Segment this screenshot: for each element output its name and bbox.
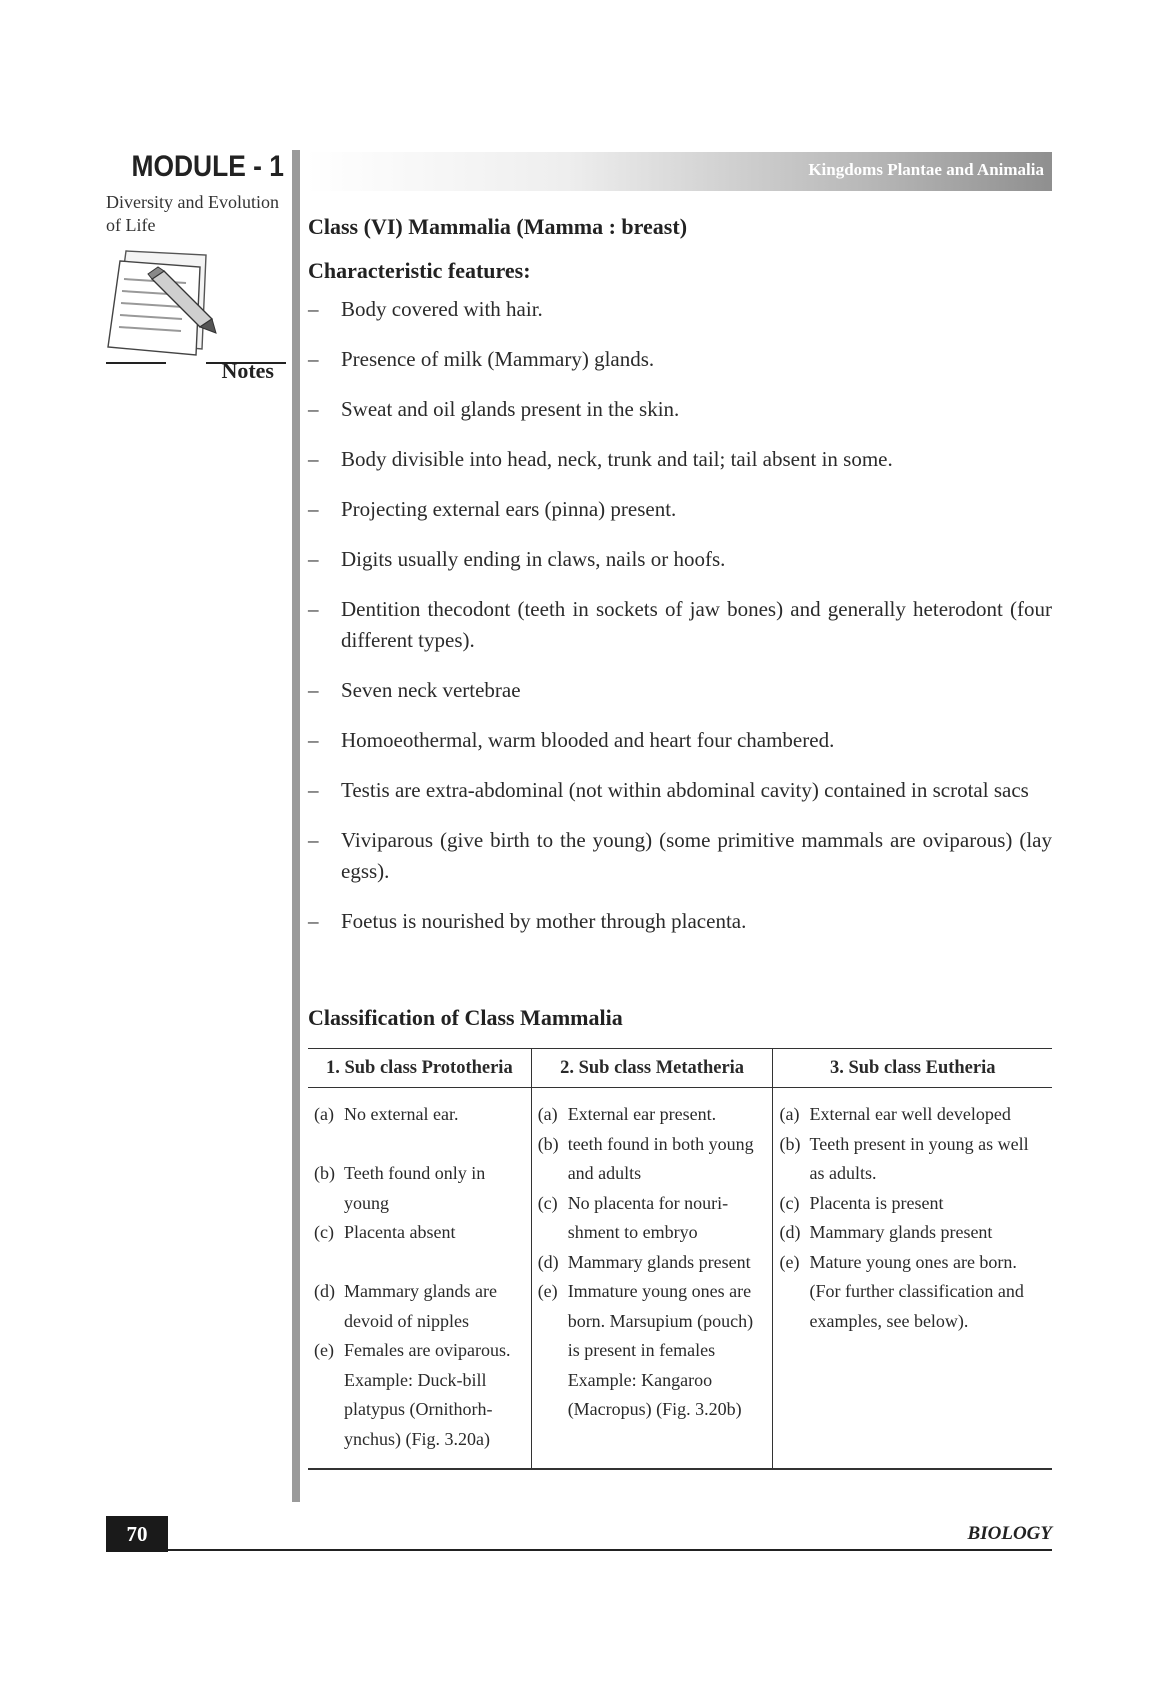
item-marker: (a) [314,1104,334,1124]
feature-text: Body divisible into head, neck, trunk and tail; tail absent in some. [341,447,893,471]
item-text: Teeth found only in young [344,1163,486,1213]
list-dash: – [308,597,319,621]
features-title: Characteristic features: [308,258,531,283]
list-dash: – [308,778,319,802]
item-marker: (d) [314,1281,335,1301]
list-item [308,675,1052,706]
item-text: No placenta for nouri-shment to embryo [567,1192,729,1242]
header-eutheria: 3. Sub class Eutheria [773,1049,1052,1088]
list-item [538,1277,769,1425]
list-dash: – [308,497,319,521]
list-item [308,344,1052,375]
list-dash: – [308,397,319,421]
feature-text: Body covered with hair. [341,297,543,321]
list-item [314,1336,527,1454]
feature-text: Foetus is nourished by mother through placenta. [341,909,747,933]
list-item [308,544,1052,575]
item-marker: (e) [779,1251,800,1272]
item-marker: (a) [537,1104,558,1124]
list-item [538,1130,769,1189]
item-marker: (c) [779,1192,800,1213]
item-text: Placenta absent [344,1222,456,1242]
feature-text: Presence of milk (Mammary) glands. [341,347,655,371]
item-text: Immature young ones are born. Marsupium (pouch) is present in females Example: Kangaroo (Macropus) (Fig. 3.20b) [567,1281,754,1419]
page-number: 70 [106,1516,168,1552]
item-marker: (c) [537,1192,558,1213]
item-marker: (c) [314,1222,334,1242]
feature-text: Projecting external ears (pinna) present. [341,497,677,521]
header-metatheria: 2. Sub class Metatheria [531,1049,773,1088]
list-dash: – [308,347,319,371]
item-text: Mammary glands present [567,1251,751,1272]
margin-divider-bar [292,150,300,1502]
header-prototheria: 1. Sub class Prototheria [308,1049,531,1088]
list-item [538,1100,769,1130]
item-marker: (b) [314,1163,335,1183]
list-item [308,444,1052,475]
class-title: Class (VI) Mammalia (Mamma : breast) [308,214,688,239]
list-item [314,1277,527,1336]
list-dash: – [308,828,319,852]
list-dash: – [308,909,319,933]
list-item [314,1159,527,1218]
item-marker: (b) [537,1133,559,1154]
item-marker: (d) [537,1251,559,1272]
feature-text: Digits usually ending in claws, nails or hoofs. [341,547,726,571]
classification-table [308,1048,1052,1470]
item-marker: (a) [779,1104,800,1124]
feature-text: Viviparous (give birth to the young) (some primitive mammals are oviparous) (lay egss). [341,828,1052,883]
item-marker: (b) [779,1133,801,1154]
list-item [538,1189,769,1248]
notes-label: Notes [221,358,274,383]
module-title: MODULE - 1 [131,150,284,183]
item-text: Mammary glands are devoid of nipples [344,1281,497,1331]
list-item [779,1189,1048,1219]
list-item [779,1100,1048,1130]
cell-metatheria [531,1088,773,1470]
list-dash: – [308,728,319,752]
feature-text: Seven neck vertebrae [341,678,521,702]
item-text: Teeth present in young as well as adults. [809,1133,1029,1183]
item-marker: (e) [537,1281,558,1301]
list-item [308,594,1052,656]
table-row [308,1088,1052,1470]
list-dash: – [308,678,319,702]
chapter-title: Kingdoms Plantae and Animalia [808,160,1044,179]
feature-text: Dentition thecodont (teeth in sockets of jaw bones) and generally heterodont (four different types). [341,597,1052,652]
feature-text: Testis are extra-abdominal (not within abdominal cavity) contained in scrotal sacs [341,778,1029,802]
cell-eutheria [773,1088,1052,1470]
classification-heading: Classification of Class Mammalia [308,1005,623,1030]
list-item [314,1218,527,1248]
list-item [538,1248,769,1278]
feature-text: Sweat and oil glands present in the skin. [341,397,680,421]
item-text: No external ear. [344,1104,459,1124]
item-text: Mature young ones are born. (For further classification and examples, see below). [809,1251,1024,1331]
list-item [308,906,1052,937]
feature-list [308,294,1052,956]
chapter-header-band [306,152,1052,191]
item-marker: (e) [314,1340,334,1360]
list-dash: – [308,297,319,321]
module-subtitle: Diversity and Evolution of Life [106,192,279,235]
list-item [779,1248,1048,1337]
list-item [308,775,1052,806]
table-header-row [308,1049,1052,1088]
list-item [308,725,1052,756]
footer-rule [106,1549,1052,1551]
item-text: Placenta is present [809,1192,944,1213]
list-item [779,1130,1048,1189]
list-item [314,1100,527,1130]
list-item [308,825,1052,887]
notes-pencil-icon [106,245,286,365]
list-item [779,1218,1048,1248]
list-dash: – [308,547,319,571]
item-marker: (d) [779,1222,801,1242]
item-text: Mammary glands present [809,1222,993,1242]
list-item [308,294,1052,325]
footer-subject: BIOLOGY [967,1523,1052,1544]
list-item [308,394,1052,425]
cell-prototheria [308,1088,531,1470]
feature-text: Homoeothermal, warm blooded and heart four chambered. [341,728,835,752]
item-text: External ear well developed [809,1104,1011,1124]
item-text: teeth found in both young and adults [567,1133,754,1183]
list-item [308,494,1052,525]
item-text: External ear present. [567,1104,717,1124]
list-dash: – [308,447,319,471]
item-text: Females are oviparous. Example: Duck-bill platypus (Ornithorh-ynchus) (Fig. 3.20a) [344,1340,511,1449]
